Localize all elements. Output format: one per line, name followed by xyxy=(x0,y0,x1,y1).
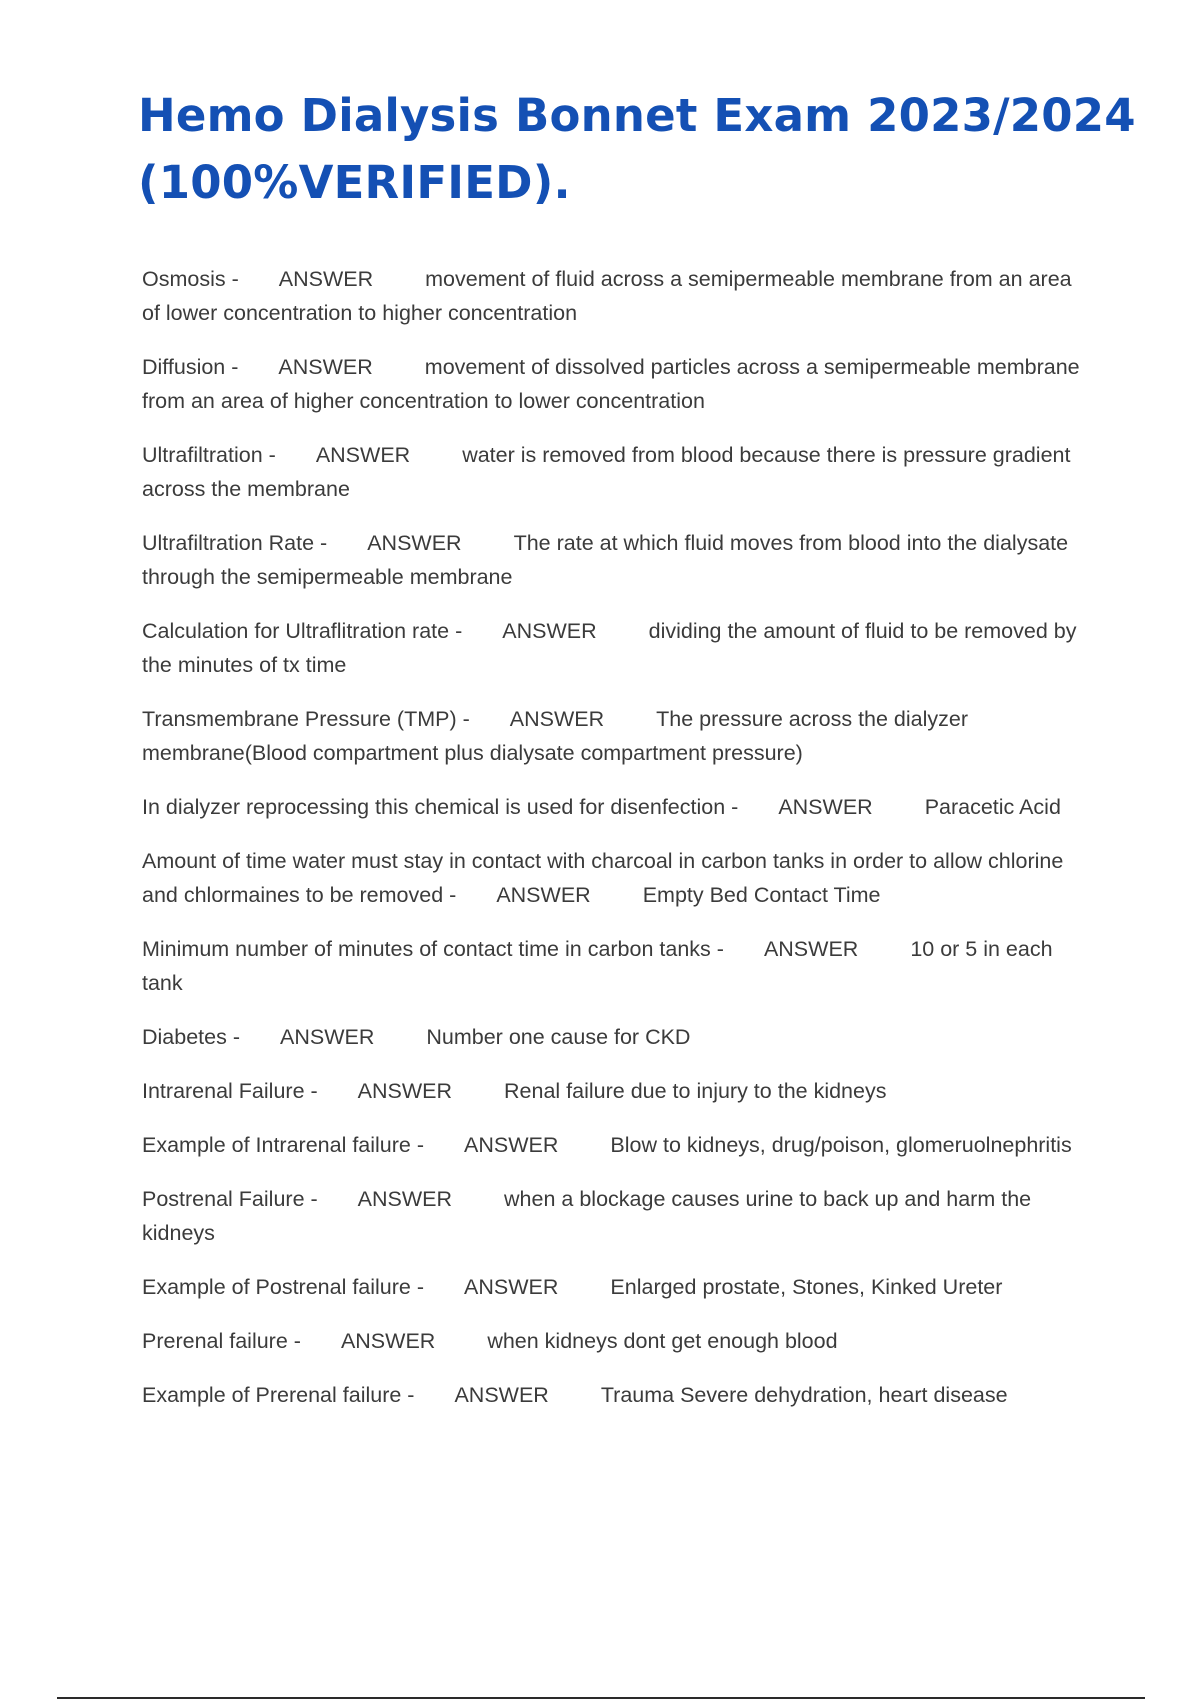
qa-term: Intrarenal Failure - xyxy=(142,1079,318,1103)
qa-answer: 10 or 5 in each tank xyxy=(142,937,1053,995)
qa-term: Transmembrane Pressure (TMP) - xyxy=(142,707,470,731)
qa-term: Example of Postrenal failure - xyxy=(142,1275,425,1299)
qa-item xyxy=(142,790,1092,824)
qa-answer-label: ANSWER xyxy=(778,795,873,819)
page-title xyxy=(138,82,1188,216)
qa-term: Ultrafiltration Rate - xyxy=(142,531,328,555)
qa-answer-label: ANSWER xyxy=(278,267,374,291)
title-line-2: (100%VERIFIED). xyxy=(138,156,571,209)
title-line-1: Hemo Dialysis Bonnet Exam 2023/2024 xyxy=(138,89,1136,142)
qa-answer-label: ANSWER xyxy=(454,1383,549,1407)
qa-answer: when a blockage causes urine to back up and harm the kidneys xyxy=(142,1187,1032,1245)
qa-answer: Number one cause for CKD xyxy=(426,1025,691,1049)
qa-answer-label: ANSWER xyxy=(357,1079,453,1103)
qa-answer: Empty Bed Contact Time xyxy=(642,883,881,907)
qa-answer: The rate at which fluid moves from blood into the dialysate through the semipermeable membrane xyxy=(142,531,1069,589)
qa-item xyxy=(142,844,1092,912)
qa-term: Minimum number of minutes of contact time in carbon tanks - xyxy=(142,937,724,961)
qa-answer-label: ANSWER xyxy=(367,531,462,555)
qa-answer: Trauma Severe dehydration, heart disease xyxy=(600,1383,1008,1407)
qa-answer-label: ANSWER xyxy=(464,1275,559,1299)
qa-term: Example of Intrarenal failure - xyxy=(142,1133,425,1157)
qa-answer: movement of fluid across a semipermeable membrane from an area of lower concentration to higher concentration xyxy=(142,267,1072,325)
qa-item xyxy=(142,1378,1092,1412)
qa-item xyxy=(142,702,1092,770)
qa-item xyxy=(142,1128,1092,1162)
qa-term: Calculation for Ultraflitration rate - xyxy=(142,619,463,643)
qa-term: Ultrafiltration - xyxy=(142,443,276,467)
qa-answer-label: ANSWER xyxy=(502,619,597,643)
qa-item xyxy=(142,350,1092,418)
qa-item xyxy=(142,262,1092,330)
qa-term: Amount of time water must stay in contact with charcoal in carbon tanks in order to allow chlorine and chlormaines to be removed - xyxy=(142,849,1064,907)
qa-item xyxy=(142,438,1092,506)
qa-item xyxy=(142,1020,1092,1054)
qa-answer: Blow to kidneys, drug/poison, glomeruolnephritis xyxy=(610,1133,1072,1157)
qa-answer: Enlarged prostate, Stones, Kinked Ureter xyxy=(610,1275,1003,1299)
qa-term: Osmosis - xyxy=(142,267,239,291)
qa-answer: The pressure across the dialyzer membrane(Blood compartment plus dialysate compartment pressure) xyxy=(142,707,969,765)
qa-answer-label: ANSWER xyxy=(278,355,373,379)
qa-list xyxy=(142,262,1092,1432)
qa-answer-label: ANSWER xyxy=(464,1133,559,1157)
qa-item xyxy=(142,1182,1092,1250)
qa-answer: water is removed from blood because there is pressure gradient across the membrane xyxy=(142,443,1071,501)
qa-answer: movement of dissolved particles across a semipermeable membrane from an area of higher concentration to lower concentration xyxy=(142,355,1080,413)
qa-answer-label: ANSWER xyxy=(496,883,591,907)
qa-item xyxy=(142,932,1092,1000)
qa-answer-label: ANSWER xyxy=(357,1187,453,1211)
qa-term: Diffusion - xyxy=(142,355,239,379)
qa-item xyxy=(142,1270,1092,1304)
qa-item xyxy=(142,1074,1092,1108)
qa-answer-label: ANSWER xyxy=(763,937,859,961)
qa-answer: dividing the amount of fluid to be removed by the minutes of tx time xyxy=(142,619,1077,677)
qa-answer: Paracetic Acid xyxy=(924,795,1061,819)
qa-answer-label: ANSWER xyxy=(280,1025,375,1049)
footer-divider xyxy=(57,1697,1145,1699)
qa-item xyxy=(142,526,1092,594)
qa-term: Prerenal failure - xyxy=(142,1329,301,1353)
qa-answer-label: ANSWER xyxy=(509,707,605,731)
qa-answer: Renal failure due to injury to the kidneys xyxy=(504,1079,887,1103)
qa-item xyxy=(142,614,1092,682)
qa-term: Postrenal Failure - xyxy=(142,1187,318,1211)
qa-answer-label: ANSWER xyxy=(315,443,411,467)
qa-item xyxy=(142,1324,1092,1358)
qa-term: Example of Prerenal failure - xyxy=(142,1383,415,1407)
qa-term: Diabetes - xyxy=(142,1025,240,1049)
qa-answer: when kidneys dont get enough blood xyxy=(487,1329,838,1353)
qa-term: In dialyzer reprocessing this chemical is used for disenfection - xyxy=(142,795,739,819)
qa-answer-label: ANSWER xyxy=(340,1329,436,1353)
